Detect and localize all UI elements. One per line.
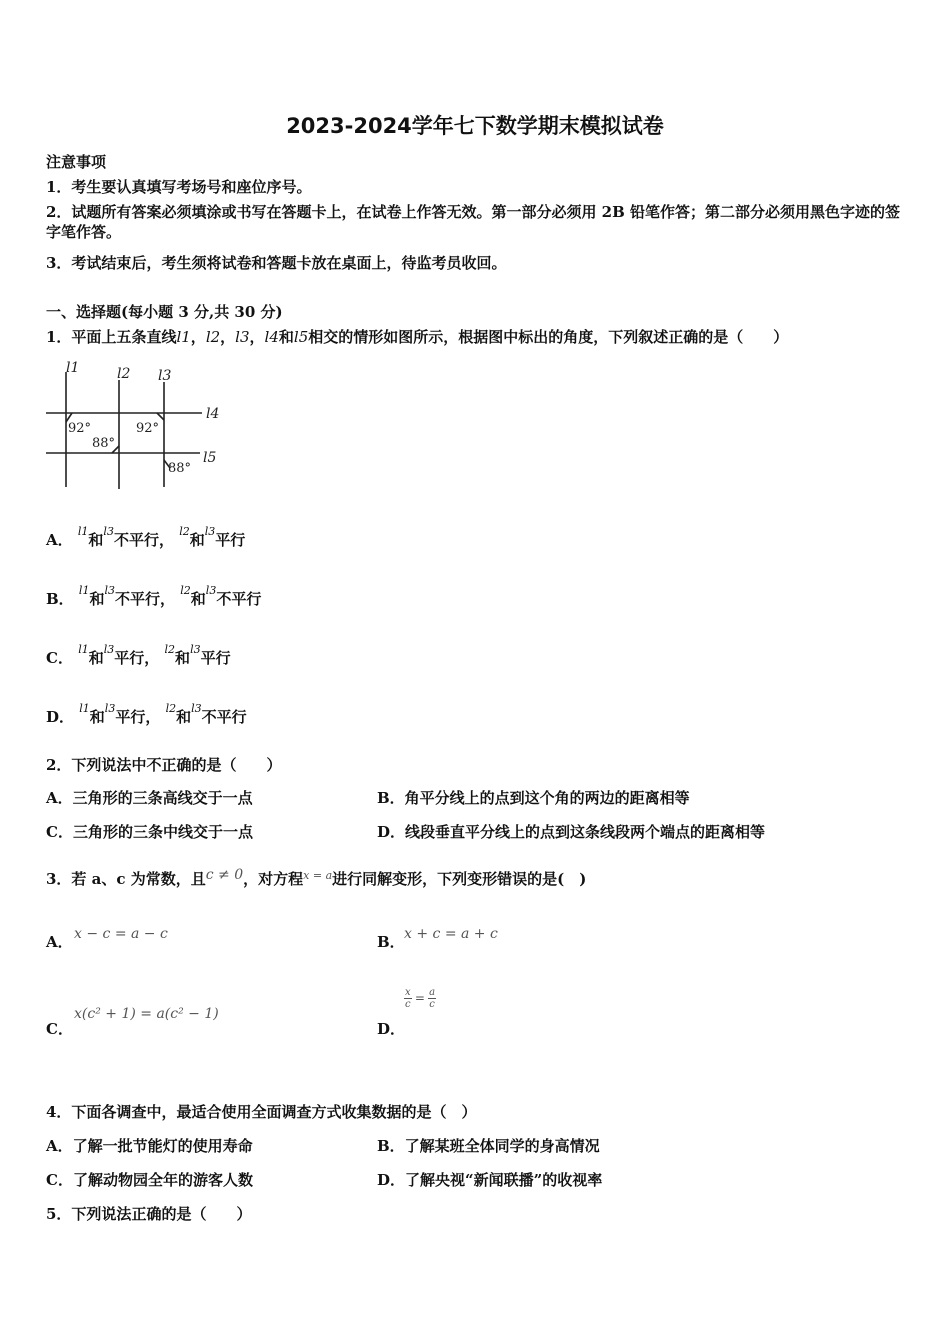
- and-text: 和: [175, 649, 191, 667]
- q3-option-c: x(c² + 1) = a(c² − 1): [74, 1006, 219, 1022]
- fig-label-l5: l5: [203, 450, 217, 466]
- line-symbol: l3: [205, 584, 217, 597]
- and-text: 和: [176, 708, 192, 726]
- option-key: A．: [46, 531, 73, 549]
- q1-stem-b: 相交的情形如图所示，根据图中标出的角度，下列叙述正确的是（ ）: [308, 328, 789, 346]
- option-relation: 不平行: [201, 708, 247, 726]
- q3-stem-c: 进行同解变形，下列变形错误的是( ): [332, 870, 587, 888]
- q4-option-c: C．了解动物园全年的游客人数: [46, 1171, 253, 1189]
- q1-line-5: l5: [293, 328, 309, 346]
- line-symbol: l3: [104, 584, 115, 597]
- fig-label-l3: l3: [158, 368, 172, 384]
- q4-option-b: B．了解某班全体同学的身高情况: [377, 1137, 600, 1155]
- option-relation: 平行: [200, 649, 231, 667]
- and-text: 和: [190, 590, 206, 608]
- q1-line-4: l4: [264, 328, 279, 346]
- notice-item-3: 3．考试结束后，考生须将试卷和答题卡放在桌面上，待监考员收回。: [46, 254, 507, 272]
- fraction-denominator: c: [429, 999, 435, 1010]
- q1-option-a: [46, 525, 246, 552]
- option-relation: 平行，: [114, 649, 160, 667]
- option-key: C．: [46, 649, 73, 667]
- line-symbol: l3: [204, 525, 216, 538]
- fraction-numerator: a: [429, 987, 436, 998]
- q3-option-c-key: C．: [46, 1020, 73, 1038]
- fig-label-l2: l2: [117, 366, 131, 382]
- line-symbol: l1: [79, 702, 90, 715]
- q1-line-2: l2: [205, 328, 221, 346]
- option-relation: 平行，: [115, 708, 161, 726]
- q3-stem-a: 3．若 a、c 为常数，且: [46, 870, 206, 888]
- fig-angle-1: 92°: [68, 421, 92, 436]
- q3-option-d-key: D．: [377, 1020, 406, 1038]
- angle-mark: [157, 413, 164, 420]
- q2-option-a: A．三角形的三条高线交于一点: [46, 789, 253, 807]
- q4-option-d: D．了解央视“新闻联播”的收视率: [377, 1171, 603, 1189]
- line-symbol: l2: [179, 525, 190, 538]
- notice-item-1: 1．考生要认真填写考场号和座位序号。: [46, 178, 312, 196]
- and-text: 和: [89, 590, 105, 608]
- page-title: 2023-2024学年七下数学期末模拟试卷: [286, 114, 664, 138]
- q4-stem: 4．下面各调查中，最适合使用全面调查方式收集数据的是（ ）: [46, 1103, 477, 1121]
- and-text: 和: [88, 531, 104, 549]
- fig-label-l1: l1: [66, 360, 80, 376]
- option-key: B．: [46, 590, 74, 608]
- q1-option-c: [46, 643, 231, 670]
- option-relation: 不平行: [216, 590, 262, 608]
- q1-line-1: l1: [176, 328, 191, 346]
- line-symbol: l3: [103, 643, 115, 656]
- fig-label-l4: l4: [206, 406, 220, 422]
- option-relation: 平行: [215, 531, 246, 549]
- q5-stem: 5．下列说法正确的是（ ）: [46, 1205, 252, 1223]
- q2-option-d: D．线段垂直平分线上的点到这条线段两个端点的距离相等: [377, 823, 766, 841]
- q3-option-b-key: B．: [377, 933, 405, 951]
- line-symbol: l3: [104, 702, 116, 715]
- q1-option-d: [46, 702, 247, 729]
- fig-angle-2: 88°: [92, 436, 116, 451]
- option-key: D．: [46, 708, 75, 726]
- q1-option-b: [46, 584, 262, 611]
- q3-condition: c ≠ 0: [205, 867, 244, 883]
- q2-stem: 2．下列说法中不正确的是（ ）: [46, 756, 282, 774]
- q3-option-a: x − c = a − c: [74, 926, 168, 942]
- line-symbol: l2: [165, 702, 177, 715]
- option-relation: 不平行，: [115, 590, 176, 608]
- fig-angle-4: 88°: [168, 461, 192, 476]
- line-symbol: l3: [103, 525, 114, 538]
- and-text: 和: [89, 708, 105, 726]
- fraction-denominator: c: [405, 999, 411, 1010]
- q3-stem-b: ，对方程: [243, 870, 304, 888]
- line-symbol: l2: [164, 643, 176, 656]
- q3-option-a-key: A．: [46, 933, 73, 951]
- q1-line-3: l3: [235, 328, 250, 346]
- line-symbol: l3: [190, 643, 201, 656]
- q1-stem: 1．平面上五条直线l1，l2，l3，l4和l5相交的情形如图所示，根据图中标出的角度，下列叙述正确的是（ ）: [46, 328, 789, 346]
- notice-heading: 注意事项: [46, 153, 107, 171]
- q3-option-d: [404, 987, 436, 1010]
- q2-option-b: B．角平分线上的点到这个角的两边的距离相等: [377, 789, 690, 807]
- option-relation: 不平行，: [113, 531, 174, 549]
- section-heading: 一、选择题(每小题 3 分,共 30 分): [46, 303, 283, 321]
- line-symbol: l2: [180, 584, 191, 597]
- q1-figure: [40, 352, 240, 497]
- notice-item-2: 2．试题所有答案必须填涂或书写在答题卡上，在试卷上作答无效。第一部分必须用 2B 铅笔作答；第二部分必须用黑色字迹的签字笔作答。: [46, 203, 901, 241]
- equals-sign: =: [414, 991, 425, 1005]
- q3-option-b: x + c = a + c: [404, 926, 498, 942]
- q3-equation: x = a: [303, 869, 333, 882]
- q4-option-a: A．了解一批节能灯的使用寿命: [46, 1137, 253, 1155]
- line-symbol: l1: [77, 525, 89, 538]
- and-text: 和: [189, 531, 205, 549]
- line-symbol: l1: [78, 584, 90, 597]
- q2-option-c: C．三角形的三条中线交于一点: [46, 823, 253, 841]
- and-text: 和: [88, 649, 104, 667]
- fraction-numerator: x: [405, 987, 411, 998]
- line-symbol: l1: [78, 643, 89, 656]
- line-symbol: l3: [191, 702, 202, 715]
- q3-stem: [46, 869, 586, 891]
- fig-angle-3: 92°: [136, 421, 160, 436]
- q1-and: 和: [278, 328, 294, 346]
- q1-stem-a: 1．平面上五条直线: [46, 328, 177, 346]
